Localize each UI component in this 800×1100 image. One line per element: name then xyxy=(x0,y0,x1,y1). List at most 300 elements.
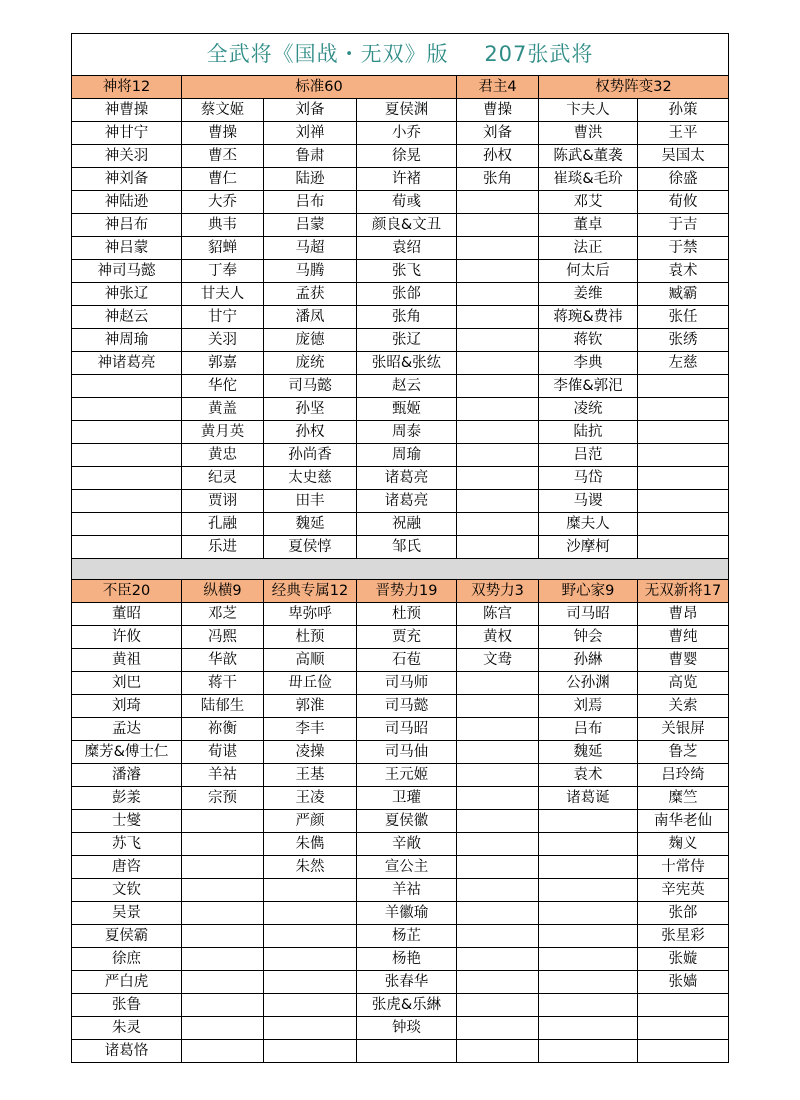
table-cell: 刘焉 xyxy=(539,695,638,718)
table-cell: 邓芝 xyxy=(182,603,264,626)
table-row xyxy=(72,99,729,122)
table-cell: 张飞 xyxy=(357,260,457,283)
table-cell xyxy=(457,375,539,398)
table-cell xyxy=(457,214,539,237)
table-row xyxy=(72,122,729,145)
table-cell: 卫瓘 xyxy=(357,787,457,810)
table-cell xyxy=(264,879,357,902)
table-cell: 诸葛恪 xyxy=(72,1040,182,1063)
table-cell: 宣公主 xyxy=(357,856,457,879)
table-cell xyxy=(182,925,264,948)
general-roster-table xyxy=(71,33,729,1063)
table-cell: 公孙渊 xyxy=(539,672,638,695)
table-cell: 臧霸 xyxy=(638,283,729,306)
table-cell: 荀攸 xyxy=(638,191,729,214)
table-cell: 李傕&郭汜 xyxy=(539,375,638,398)
table-cell xyxy=(457,191,539,214)
table-cell: 王平 xyxy=(638,122,729,145)
table-cell xyxy=(457,902,539,925)
table-cell: 孙权 xyxy=(264,421,357,444)
table-row xyxy=(72,536,729,559)
table-cell: 甄姬 xyxy=(357,398,457,421)
table-cell: 吴国太 xyxy=(638,145,729,168)
table-cell: 麹义 xyxy=(638,833,729,856)
table-cell: 孟达 xyxy=(72,718,182,741)
table-row xyxy=(72,260,729,283)
table-row xyxy=(72,444,729,467)
table-cell: 太史慈 xyxy=(264,467,357,490)
table-cell: 郭嘉 xyxy=(182,352,264,375)
section2-header-row xyxy=(72,580,729,603)
table-cell xyxy=(638,490,729,513)
table-cell: 钟琰 xyxy=(357,1017,457,1040)
table-cell: 周泰 xyxy=(357,421,457,444)
table-cell: 赵云 xyxy=(357,375,457,398)
table-cell xyxy=(638,398,729,421)
table-cell: 袁绍 xyxy=(357,237,457,260)
table-cell: 羊祜 xyxy=(357,879,457,902)
table-cell: 张角 xyxy=(357,306,457,329)
table-cell: 张郃 xyxy=(357,283,457,306)
table-cell: 孔融 xyxy=(182,513,264,536)
table-cell: 卞夫人 xyxy=(539,99,638,122)
table-cell: 徐盛 xyxy=(638,168,729,191)
table-row xyxy=(72,833,729,856)
table-cell: 关银屏 xyxy=(638,718,729,741)
column-header: 不臣20 xyxy=(72,580,182,603)
table-cell: 神张辽 xyxy=(72,283,182,306)
column-header: 经典专属12 xyxy=(264,580,357,603)
table-cell: 庞德 xyxy=(264,329,357,352)
table-row xyxy=(72,741,729,764)
table-cell: 邓艾 xyxy=(539,191,638,214)
table-cell: 刘备 xyxy=(457,122,539,145)
table-cell: 祢衡 xyxy=(182,718,264,741)
table-cell: 董昭 xyxy=(72,603,182,626)
table-row xyxy=(72,306,729,329)
header-junzhu: 君主4 xyxy=(457,76,539,99)
table-cell: 张任 xyxy=(638,306,729,329)
table-cell: 夏侯徽 xyxy=(357,810,457,833)
table-cell xyxy=(264,971,357,994)
table-cell: 糜芳&傅士仁 xyxy=(72,741,182,764)
table-cell: 吕布 xyxy=(539,718,638,741)
table-cell: 神赵云 xyxy=(72,306,182,329)
table-cell: 诸葛亮 xyxy=(357,467,457,490)
table-row xyxy=(72,879,729,902)
table-cell xyxy=(264,948,357,971)
table-cell: 何太后 xyxy=(539,260,638,283)
sheet-title xyxy=(72,34,729,76)
table-cell: 孙坚 xyxy=(264,398,357,421)
table-cell: 郭淮 xyxy=(264,695,357,718)
table-cell xyxy=(638,375,729,398)
table-cell: 孙权 xyxy=(457,145,539,168)
table-row xyxy=(72,695,729,718)
table-cell: 徐晃 xyxy=(357,145,457,168)
table-cell: 杜预 xyxy=(264,626,357,649)
table-cell: 神吕蒙 xyxy=(72,237,182,260)
table-cell: 荀彧 xyxy=(357,191,457,214)
table-cell xyxy=(539,810,638,833)
table-cell: 黄祖 xyxy=(72,649,182,672)
table-cell xyxy=(539,971,638,994)
table-row xyxy=(72,902,729,925)
table-cell xyxy=(357,1040,457,1063)
table-cell: 张春华 xyxy=(357,971,457,994)
table-cell: 张星彩 xyxy=(638,925,729,948)
table-cell: 蔡文姬 xyxy=(182,99,264,122)
table-cell xyxy=(457,810,539,833)
table-cell: 司马懿 xyxy=(357,695,457,718)
table-cell: 凌操 xyxy=(264,741,357,764)
table-cell: 乐进 xyxy=(182,536,264,559)
table-cell: 陆抗 xyxy=(539,421,638,444)
table-cell: 孙尚香 xyxy=(264,444,357,467)
table-row xyxy=(72,1040,729,1063)
column-header: 野心家9 xyxy=(539,580,638,603)
table-cell: 丁奉 xyxy=(182,260,264,283)
table-cell xyxy=(457,718,539,741)
header-biaozhun: 标准60 xyxy=(182,76,457,99)
table-cell xyxy=(457,994,539,1017)
table-row xyxy=(72,467,729,490)
table-cell: 王元姬 xyxy=(357,764,457,787)
table-cell: 袁术 xyxy=(638,260,729,283)
table-cell: 神吕布 xyxy=(72,214,182,237)
table-cell: 曹洪 xyxy=(539,122,638,145)
table-cell: 袁术 xyxy=(539,764,638,787)
table-cell: 许攸 xyxy=(72,626,182,649)
table-cell xyxy=(72,467,182,490)
table-cell: 张昭&张纮 xyxy=(357,352,457,375)
table-cell: 小乔 xyxy=(357,122,457,145)
table-cell: 关羽 xyxy=(182,329,264,352)
table-cell: 卑弥呼 xyxy=(264,603,357,626)
table-cell xyxy=(72,536,182,559)
table-cell: 士燮 xyxy=(72,810,182,833)
table-cell: 神司马懿 xyxy=(72,260,182,283)
table-cell xyxy=(457,513,539,536)
table-cell xyxy=(72,375,182,398)
table-cell: 法正 xyxy=(539,237,638,260)
table-row xyxy=(72,603,729,626)
table-row xyxy=(72,925,729,948)
table-cell: 潘濬 xyxy=(72,764,182,787)
table-row xyxy=(72,856,729,879)
table-cell: 吕范 xyxy=(539,444,638,467)
table-cell xyxy=(539,902,638,925)
table-cell: 张虎&乐綝 xyxy=(357,994,457,1017)
table-cell: 张角 xyxy=(457,168,539,191)
table-cell: 张嫱 xyxy=(638,971,729,994)
table-row xyxy=(72,626,729,649)
table-cell: 严白虎 xyxy=(72,971,182,994)
table-cell: 曹操 xyxy=(457,99,539,122)
table-cell xyxy=(457,444,539,467)
table-row xyxy=(72,214,729,237)
table-cell: 夏侯渊 xyxy=(357,99,457,122)
table-row xyxy=(72,810,729,833)
table-cell: 严颜 xyxy=(264,810,357,833)
table-cell: 石苞 xyxy=(357,649,457,672)
table-row xyxy=(72,1017,729,1040)
table-cell: 庞统 xyxy=(264,352,357,375)
table-cell xyxy=(539,994,638,1017)
section-separator xyxy=(72,559,729,580)
table-cell xyxy=(457,787,539,810)
table-cell: 邹氏 xyxy=(357,536,457,559)
table-cell xyxy=(72,444,182,467)
table-cell: 陈宫 xyxy=(457,603,539,626)
table-cell: 左慈 xyxy=(638,352,729,375)
table-cell xyxy=(457,1040,539,1063)
column-header: 无双新将17 xyxy=(638,580,729,603)
table-cell: 司马师 xyxy=(357,672,457,695)
table-row xyxy=(72,513,729,536)
table-row xyxy=(72,398,729,421)
table-cell xyxy=(457,925,539,948)
table-row xyxy=(72,283,729,306)
table-row xyxy=(72,237,729,260)
table-cell: 马超 xyxy=(264,237,357,260)
table-cell: 典韦 xyxy=(182,214,264,237)
table-cell: 神陆逊 xyxy=(72,191,182,214)
table-row xyxy=(72,191,729,214)
table-row xyxy=(72,764,729,787)
table-cell xyxy=(264,994,357,1017)
table-cell: 李典 xyxy=(539,352,638,375)
table-cell: 羊祜 xyxy=(182,764,264,787)
table-cell: 刘巴 xyxy=(72,672,182,695)
table-cell xyxy=(72,513,182,536)
table-cell: 曹丕 xyxy=(182,145,264,168)
table-cell: 吕玲绮 xyxy=(638,764,729,787)
table-cell xyxy=(638,513,729,536)
table-cell: 司马昭 xyxy=(357,718,457,741)
table-cell xyxy=(457,971,539,994)
table-cell: 张辽 xyxy=(357,329,457,352)
table-cell: 徐庶 xyxy=(72,948,182,971)
table-cell: 曹仁 xyxy=(182,168,264,191)
table-cell xyxy=(457,672,539,695)
table-cell: 李丰 xyxy=(264,718,357,741)
table-cell: 神刘备 xyxy=(72,168,182,191)
table-cell: 贾诩 xyxy=(182,490,264,513)
table-cell: 钟会 xyxy=(539,626,638,649)
table-cell: 文鸯 xyxy=(457,649,539,672)
title-count: 207张武将 xyxy=(484,42,594,66)
table-cell: 高顺 xyxy=(264,649,357,672)
table-cell xyxy=(457,741,539,764)
table-cell xyxy=(264,925,357,948)
table-cell xyxy=(638,444,729,467)
table-cell xyxy=(457,695,539,718)
table-cell: 诸葛诞 xyxy=(539,787,638,810)
table-cell xyxy=(457,536,539,559)
table-cell: 朱然 xyxy=(264,856,357,879)
table-cell: 曹纯 xyxy=(638,626,729,649)
table-cell xyxy=(457,879,539,902)
table-cell: 黄月英 xyxy=(182,421,264,444)
table-cell: 甘宁 xyxy=(182,306,264,329)
table-cell: 华佗 xyxy=(182,375,264,398)
table-cell xyxy=(457,329,539,352)
table-cell: 王基 xyxy=(264,764,357,787)
table-cell xyxy=(539,879,638,902)
table-cell: 司马昭 xyxy=(539,603,638,626)
table-cell xyxy=(264,1040,357,1063)
table-cell: 毌丘俭 xyxy=(264,672,357,695)
table-cell: 黄忠 xyxy=(182,444,264,467)
table-cell: 朱儁 xyxy=(264,833,357,856)
table-cell: 神甘宁 xyxy=(72,122,182,145)
table-cell: 潘凤 xyxy=(264,306,357,329)
title-main: 全武将《国战・无双》版 xyxy=(206,42,449,66)
table-cell xyxy=(457,490,539,513)
table-row xyxy=(72,649,729,672)
table-cell xyxy=(638,421,729,444)
table-cell: 颜良&文丑 xyxy=(357,214,457,237)
table-cell: 糜竺 xyxy=(638,787,729,810)
table-cell xyxy=(457,306,539,329)
table-cell xyxy=(539,833,638,856)
table-cell: 魏延 xyxy=(539,741,638,764)
table-cell xyxy=(539,856,638,879)
column-header: 双势力3 xyxy=(457,580,539,603)
table-row xyxy=(72,168,729,191)
table-cell: 杨芷 xyxy=(357,925,457,948)
table-cell: 纪灵 xyxy=(182,467,264,490)
table-cell: 于吉 xyxy=(638,214,729,237)
table-cell: 孟获 xyxy=(264,283,357,306)
table-cell xyxy=(539,1017,638,1040)
table-cell: 马腾 xyxy=(264,260,357,283)
table-cell xyxy=(539,925,638,948)
table-cell xyxy=(457,856,539,879)
table-row xyxy=(72,490,729,513)
table-cell xyxy=(457,948,539,971)
table-cell xyxy=(72,490,182,513)
table-cell: 曹昂 xyxy=(638,603,729,626)
table-cell: 姜维 xyxy=(539,283,638,306)
table-cell xyxy=(72,398,182,421)
table-cell: 南华老仙 xyxy=(638,810,729,833)
table-cell: 关索 xyxy=(638,695,729,718)
table-row xyxy=(72,352,729,375)
table-cell: 吴景 xyxy=(72,902,182,925)
table-cell: 诸葛亮 xyxy=(357,490,457,513)
table-cell: 刘备 xyxy=(264,99,357,122)
table-cell xyxy=(638,994,729,1017)
title-row xyxy=(72,34,729,76)
table-cell xyxy=(182,1040,264,1063)
table-cell: 朱灵 xyxy=(72,1017,182,1040)
table-cell: 田丰 xyxy=(264,490,357,513)
table-cell: 许褚 xyxy=(357,168,457,191)
table-cell: 貂蝉 xyxy=(182,237,264,260)
table-cell: 神诸葛亮 xyxy=(72,352,182,375)
table-row xyxy=(72,421,729,444)
table-cell: 苏飞 xyxy=(72,833,182,856)
table-cell xyxy=(457,1017,539,1040)
table-cell: 沙摩柯 xyxy=(539,536,638,559)
table-row xyxy=(72,375,729,398)
table-cell xyxy=(457,352,539,375)
table-cell: 文钦 xyxy=(72,879,182,902)
table-cell: 高览 xyxy=(638,672,729,695)
table-cell xyxy=(457,260,539,283)
table-cell xyxy=(72,421,182,444)
section1-header-row xyxy=(72,76,729,99)
table-cell: 马谡 xyxy=(539,490,638,513)
table-cell: 杨艳 xyxy=(357,948,457,971)
table-cell xyxy=(638,467,729,490)
table-cell: 蒋干 xyxy=(182,672,264,695)
table-cell xyxy=(457,421,539,444)
table-cell: 夏侯惇 xyxy=(264,536,357,559)
table-cell xyxy=(457,833,539,856)
table-cell xyxy=(457,237,539,260)
table-cell xyxy=(182,879,264,902)
table-cell xyxy=(539,948,638,971)
table-cell xyxy=(182,971,264,994)
table-row xyxy=(72,329,729,352)
table-cell: 于禁 xyxy=(638,237,729,260)
table-cell xyxy=(182,810,264,833)
table-cell: 糜夫人 xyxy=(539,513,638,536)
table-cell: 张嫙 xyxy=(638,948,729,971)
table-cell: 陈武&董袭 xyxy=(539,145,638,168)
table-cell xyxy=(638,1040,729,1063)
table-cell: 刘琦 xyxy=(72,695,182,718)
table-cell xyxy=(182,948,264,971)
table-cell: 吕布 xyxy=(264,191,357,214)
table-row xyxy=(72,971,729,994)
table-cell: 周瑜 xyxy=(357,444,457,467)
table-cell: 贾充 xyxy=(357,626,457,649)
table-cell: 董卓 xyxy=(539,214,638,237)
table-cell: 彭羕 xyxy=(72,787,182,810)
column-header: 纵横9 xyxy=(182,580,264,603)
table-cell: 夏侯霸 xyxy=(72,925,182,948)
table-cell: 张绣 xyxy=(638,329,729,352)
table-cell xyxy=(457,467,539,490)
table-cell xyxy=(638,536,729,559)
table-cell xyxy=(539,1040,638,1063)
table-cell xyxy=(264,902,357,925)
table-cell: 黄盖 xyxy=(182,398,264,421)
table-cell: 张鲁 xyxy=(72,994,182,1017)
table-cell: 崔琰&毛玠 xyxy=(539,168,638,191)
table-cell: 辛敞 xyxy=(357,833,457,856)
table-cell: 十常侍 xyxy=(638,856,729,879)
table-cell: 司马伷 xyxy=(357,741,457,764)
table-cell: 王凌 xyxy=(264,787,357,810)
table-cell xyxy=(182,833,264,856)
table-cell: 鲁肃 xyxy=(264,145,357,168)
table-cell: 黄权 xyxy=(457,626,539,649)
table-row xyxy=(72,672,729,695)
table-cell: 司马懿 xyxy=(264,375,357,398)
table-cell: 曹婴 xyxy=(638,649,729,672)
table-cell: 甘夫人 xyxy=(182,283,264,306)
column-header: 晋势力19 xyxy=(357,580,457,603)
table-cell: 蒋琬&费祎 xyxy=(539,306,638,329)
table-cell: 华歆 xyxy=(182,649,264,672)
table-cell xyxy=(182,856,264,879)
table-cell xyxy=(182,1017,264,1040)
